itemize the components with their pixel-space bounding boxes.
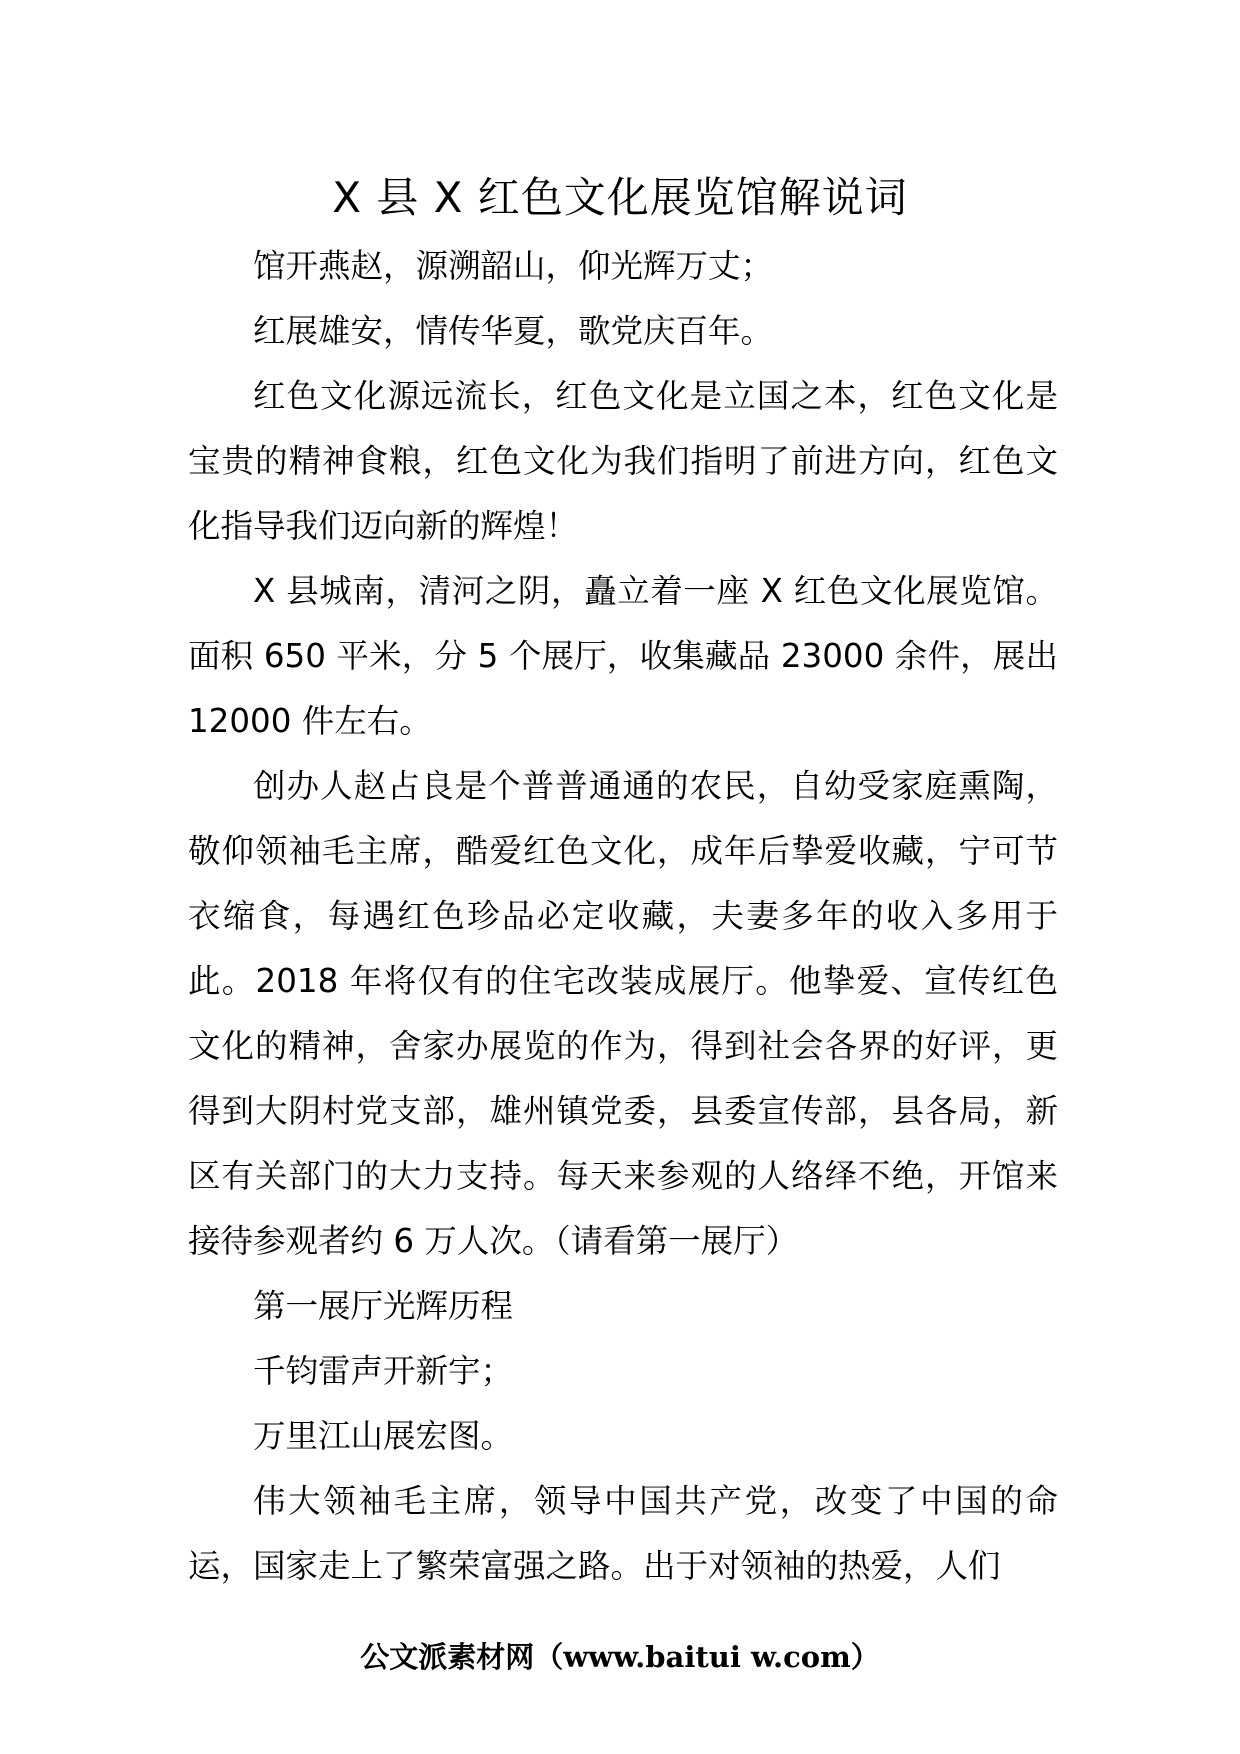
paragraph-leader: 伟大领袖毛主席，领导中国共产党，改变了中国的命运，国家走上了繁荣富强之路。出于对领袖的热爱，人们 <box>188 1482 1058 1585</box>
paragraph-museum-intro: X 县城南，清河之阴，矗立着一座 X 红色文化展览馆。面积 650 平米，分 5 个展厅，收集藏品 23000 余件，展出 12000 件左右。 <box>188 572 1058 740</box>
paragraph-founder: 创办人赵占良是个普普通通的农民，自幼受家庭熏陶，敬仰领袖毛主席，酷爱红色文化，成年后挚爱收藏，宁可节衣缩食，每遇红色珍品必定收藏，夫妻多年的收入多用于此。2018 年将仅有的住宅改装成展厅。他挚爱、宣传红色文化的精神，舍家办展览的作为，得到社会各界的好评，更得到大阴村党支部，雄州镇党委，县委宣传部，县各局，新区有关部门的大力支持。每天来参观的人络绎不绝，开馆来接待参观者约 6 万人次。（请看第一展厅） <box>188 767 1058 1260</box>
paragraph-couplet-2: 红展雄安，情传华夏，歌党庆百年。 <box>253 312 774 350</box>
paragraph-hall-one-couplet-2: 万里江山展宏图。 <box>253 1417 514 1455</box>
paragraph-hall-one-heading: 第一展厅光辉历程 <box>253 1287 514 1325</box>
paragraph-couplet-1: 馆开燕赵，源溯韶山，仰光辉万丈； <box>253 247 774 285</box>
footer-watermark: 公文派素材网（www.baitui w.com） <box>360 1640 880 1674</box>
paragraph-hall-one-couplet-1: 千钧雷声开新宇； <box>253 1352 514 1390</box>
document-body <box>188 234 1058 1599</box>
document-title: X 县 X 红色文化展览馆解说词 <box>332 173 908 222</box>
paragraph-red-culture: 红色文化源远流长，红色文化是立国之本，红色文化是宝贵的精神食粮，红色文化为我们指明了前进方向，红色文化指导我们迈向新的辉煌！ <box>188 377 1058 545</box>
